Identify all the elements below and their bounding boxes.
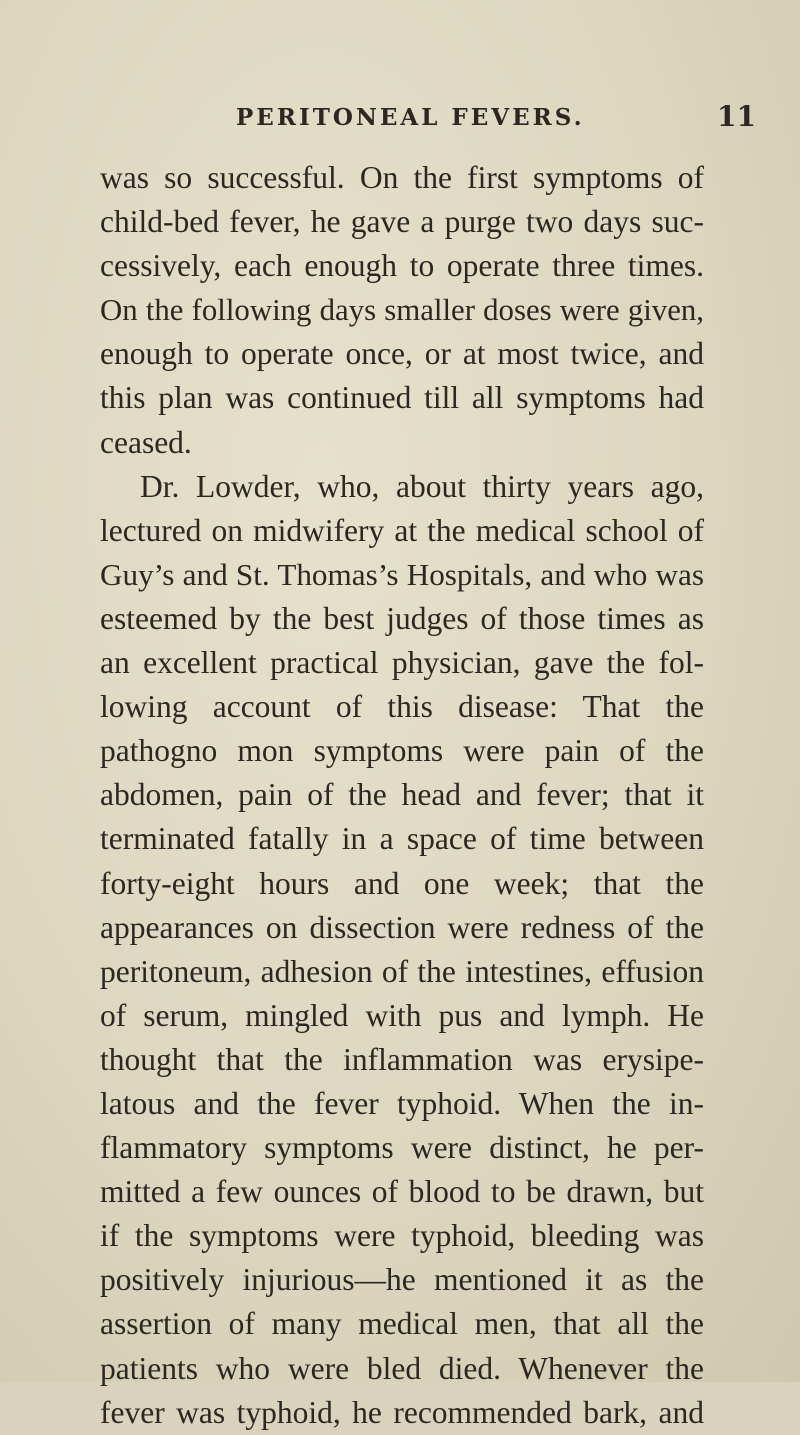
text-line: forty-eight hours and one week; that the (100, 865, 704, 901)
text-line: latous and the fever typhoid. When the in- (100, 1085, 704, 1121)
text-line: Dr. Lowder, who, about thirty years ago, (140, 468, 704, 504)
text-line: flammatory symptoms were distinct, he per- (100, 1130, 704, 1166)
body-text (100, 156, 704, 1435)
text-line: thought that the inflammation was erysipe- (100, 1041, 704, 1077)
text-line: cessively, each enough to operate three times. (100, 248, 704, 284)
text-line: patients who were bled died. Whenever the (100, 1350, 704, 1386)
text-line: child-bed fever, he gave a purge two days suc- (100, 204, 704, 240)
running-title: PERITONEAL FEVERS. (236, 104, 585, 131)
text-line: Guy’s and St. Thomas’s Hospitals, and who was (100, 556, 704, 592)
text-line: enough to operate once, or at most twice, and (100, 336, 704, 372)
text-line: assertion of many medical men, that all the (100, 1306, 704, 1342)
text-line: mitted a few ounces of blood to be drawn, but (100, 1174, 704, 1210)
text-line: lectured on midwifery at the medical school of (100, 512, 704, 548)
text-line: peritoneum, adhesion of the intestines, effusion (100, 953, 704, 989)
text-line: an excellent practical physician, gave the fol- (100, 645, 704, 681)
text-line: fever was typhoid, he recommended bark, and (100, 1394, 704, 1430)
text-line: On the following days smaller doses were given, (100, 293, 704, 328)
text-line: this plan was continued till all symptoms had (100, 380, 704, 416)
text-line: was so successful. On the first symptoms of (100, 160, 704, 195)
text-line: esteemed by the best judges of those times as (100, 600, 704, 636)
text-line: appearances on dissection were redness of the (100, 909, 704, 945)
text-line: ceased. (100, 424, 192, 460)
running-head (236, 100, 756, 134)
text-line: if the symptoms were typhoid, bleeding was (100, 1218, 704, 1254)
page-number: 11 (717, 100, 756, 133)
text-line: lowing account of this disease: That the (100, 689, 704, 725)
text-line: abdomen, pain of the head and fever; that it (100, 777, 704, 813)
text-line: pathogno mon symptoms were pain of the (100, 733, 704, 769)
text-line: positively injurious—he mentioned it as the (100, 1262, 704, 1298)
text-line: terminated fatally in a space of time between (100, 821, 704, 857)
text-line: of serum, mingled with pus and lymph. He (100, 997, 704, 1033)
